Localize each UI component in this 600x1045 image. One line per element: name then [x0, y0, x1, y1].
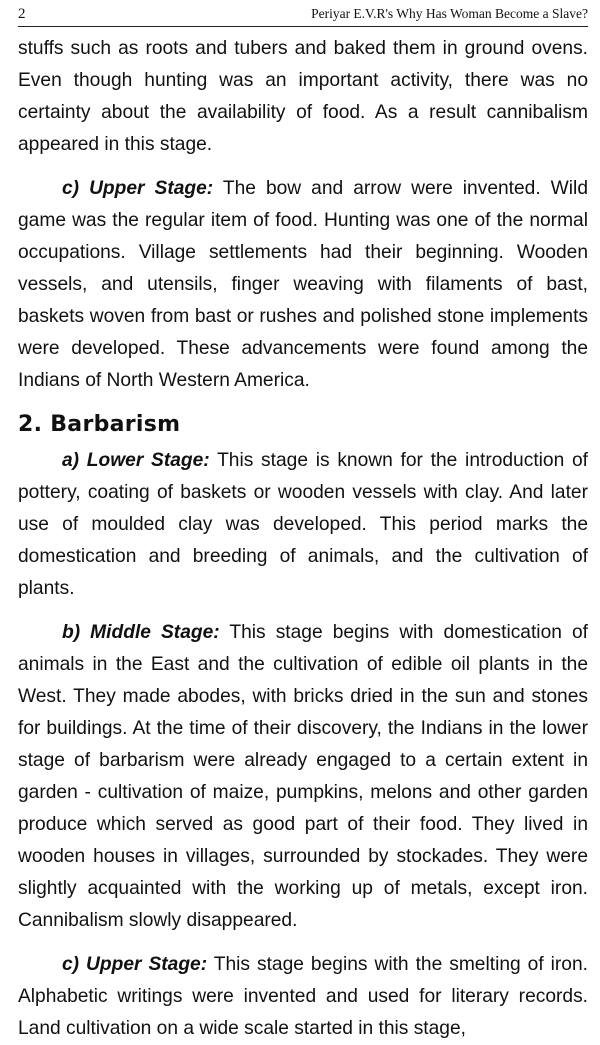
- page-number: 2: [18, 6, 26, 22]
- savagery-upper-stage-paragraph: [18, 173, 588, 397]
- running-title: Periyar E.V.R's Why Has Woman Become a Slave?: [311, 6, 588, 21]
- barbarism-upper-stage-text: This stage begins with the smelting of iron. Alphabetic writings were invented and used for literary records. Land cultivation on a wide scale started in this stage,: [18, 954, 588, 1039]
- page-body: [18, 33, 588, 1045]
- barbarism-upper-stage-label: c) Upper Stage:: [62, 954, 208, 975]
- barbarism-middle-stage-text: This stage begins with domestication of animals in the East and the cultivation of edible oil plants in the West. They made abodes, with bricks dried in the sun and stones for buildings. At the time of their discovery, the Indians in the lower stage of barbarism were already engaged to a certain extent in garden - cultivation of maize, pumpkins, melons and other garden produce which served as good part of their food. They lived in wooden houses in villages, surrounded by stockades. They were slightly acquainted with the working up of metals, except iron. Cannibalism slowly disappeared.: [18, 622, 588, 931]
- savagery-upper-stage-label: c) Upper Stage:: [62, 178, 214, 199]
- savagery-upper-stage-text: The bow and arrow were invented. Wild game was the regular item of food. Hunting was one of the normal occupations. Village settlements had their beginning. Wooden vessels, and utensils, finger weaving with filaments of bast, baskets woven from bast or rushes and polished stone implements were developed. These advancements were found among the Indians of North Western America.: [18, 178, 588, 391]
- barbarism-lower-stage-label: a) Lower Stage:: [62, 450, 210, 471]
- barbarism-upper-stage-paragraph: [18, 949, 588, 1045]
- barbarism-lower-stage-paragraph: [18, 445, 588, 605]
- intro-paragraph: stuffs such as roots and tubers and baked them in ground ovens. Even though hunting was an important activity, there was no certainty about the availability of food. As a result cannibalism appeared in this stage.: [18, 38, 588, 155]
- barbarism-lower-stage-text: This stage is known for the introduction of pottery, coating of baskets or wooden vessels with clay. And later use of moulded clay was developed. This period marks the domestication and breeding of animals, and the cultivation of plants.: [18, 450, 588, 599]
- barbarism-middle-stage-paragraph: [18, 617, 588, 937]
- section-heading-barbarism: 2. Barbarism: [18, 412, 181, 437]
- barbarism-middle-stage-label: b) Middle Stage:: [62, 622, 220, 643]
- running-header: [18, 0, 588, 27]
